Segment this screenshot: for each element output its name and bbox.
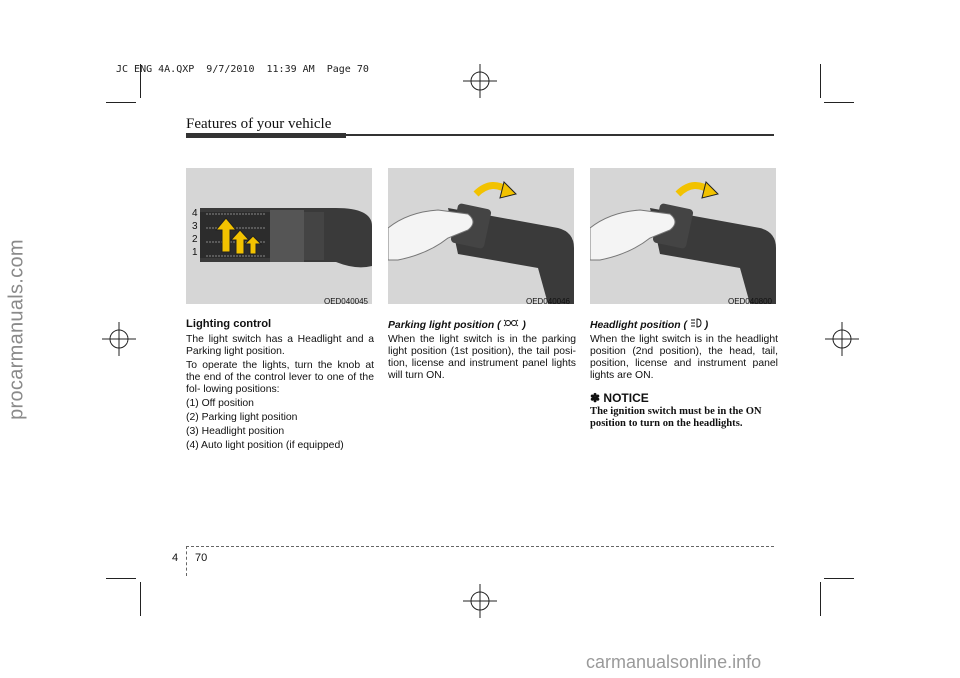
crop-mark [106,578,136,579]
hand-turning-switch-illustration [590,168,776,304]
list-item: (3) Headlight position [186,426,285,437]
position-label: 4 [192,208,198,219]
hand-turning-switch-illustration [388,168,574,304]
body-text: To operate the lights, turn the knob at the end of the control lever to one of the fol- lowing positions: [186,360,374,395]
figure-lighting-control [186,168,372,304]
side-watermark: procarmanuals.com [5,239,28,420]
crop-mark [140,582,141,616]
chapter-number: 4 [172,552,179,564]
column-headlight [590,318,778,430]
list-item: (1) Off position [186,398,254,409]
body-text: The light switch has a Headlight and a Parking light position. [186,334,374,357]
position-label: 2 [192,234,198,245]
crop-mark [824,578,854,579]
subheading-text: Parking light position ( [388,320,504,331]
figure-code: OED040800 [727,297,772,304]
figure-code: OED040045 [323,297,368,304]
footer-rule [186,546,774,547]
subheading-text: Headlight position ( [590,320,690,331]
position-label: 3 [192,221,198,232]
bottom-watermark: carmanualsonline.info [586,652,762,672]
body-text: When the light switch is in the headlight position (2nd position), the head, tail, position, license and instrument panel lights are ON. [590,334,778,381]
figure-parking-light [388,168,574,304]
position-label: 1 [192,247,198,258]
header-rule-accent [186,133,346,138]
subsection-heading [388,318,576,332]
list-item: (2) Parking light position [186,412,298,423]
parking-light-icon [503,318,519,328]
crop-mark [820,582,821,616]
figure-headlight [590,168,776,304]
notice-title: NOTICE [603,391,649,405]
section-heading: Lighting control [186,318,272,330]
body-text: When the light switch is in the parking light position (1st position), the tail posi- tion, license and instrument panel lights will turn ON. [388,334,576,381]
light-switch-lever-illustration [186,168,372,304]
headlight-icon [690,318,702,328]
registration-mark-icon [102,322,136,356]
figure-code: OED040046 [525,297,570,304]
registration-mark-icon [463,584,497,618]
subheading-text: ) [701,320,709,331]
column-lighting-control [186,318,374,454]
crop-mark [824,102,854,103]
notice-symbol-icon: ✽ [590,391,601,405]
list-item: (4) Auto light position (if equipped) [186,440,344,451]
notice-text: The ignition switch must be in the ON position to turn on the headlights. [590,406,762,429]
section-title: Features of your vehicle [186,116,332,132]
footer-divider [186,546,187,576]
crop-mark [106,102,136,103]
subheading-text: ) [519,320,526,331]
column-parking-light [388,318,576,384]
subsection-heading [590,318,778,332]
crop-mark [820,64,821,98]
registration-mark-icon [463,64,497,98]
page-number: 70 [195,552,208,564]
notice-heading [590,392,778,404]
registration-mark-icon [825,322,859,356]
print-slug: JC ENG 4A.QXP 9/7/2010 11:39 AM Page 70 [116,64,369,75]
